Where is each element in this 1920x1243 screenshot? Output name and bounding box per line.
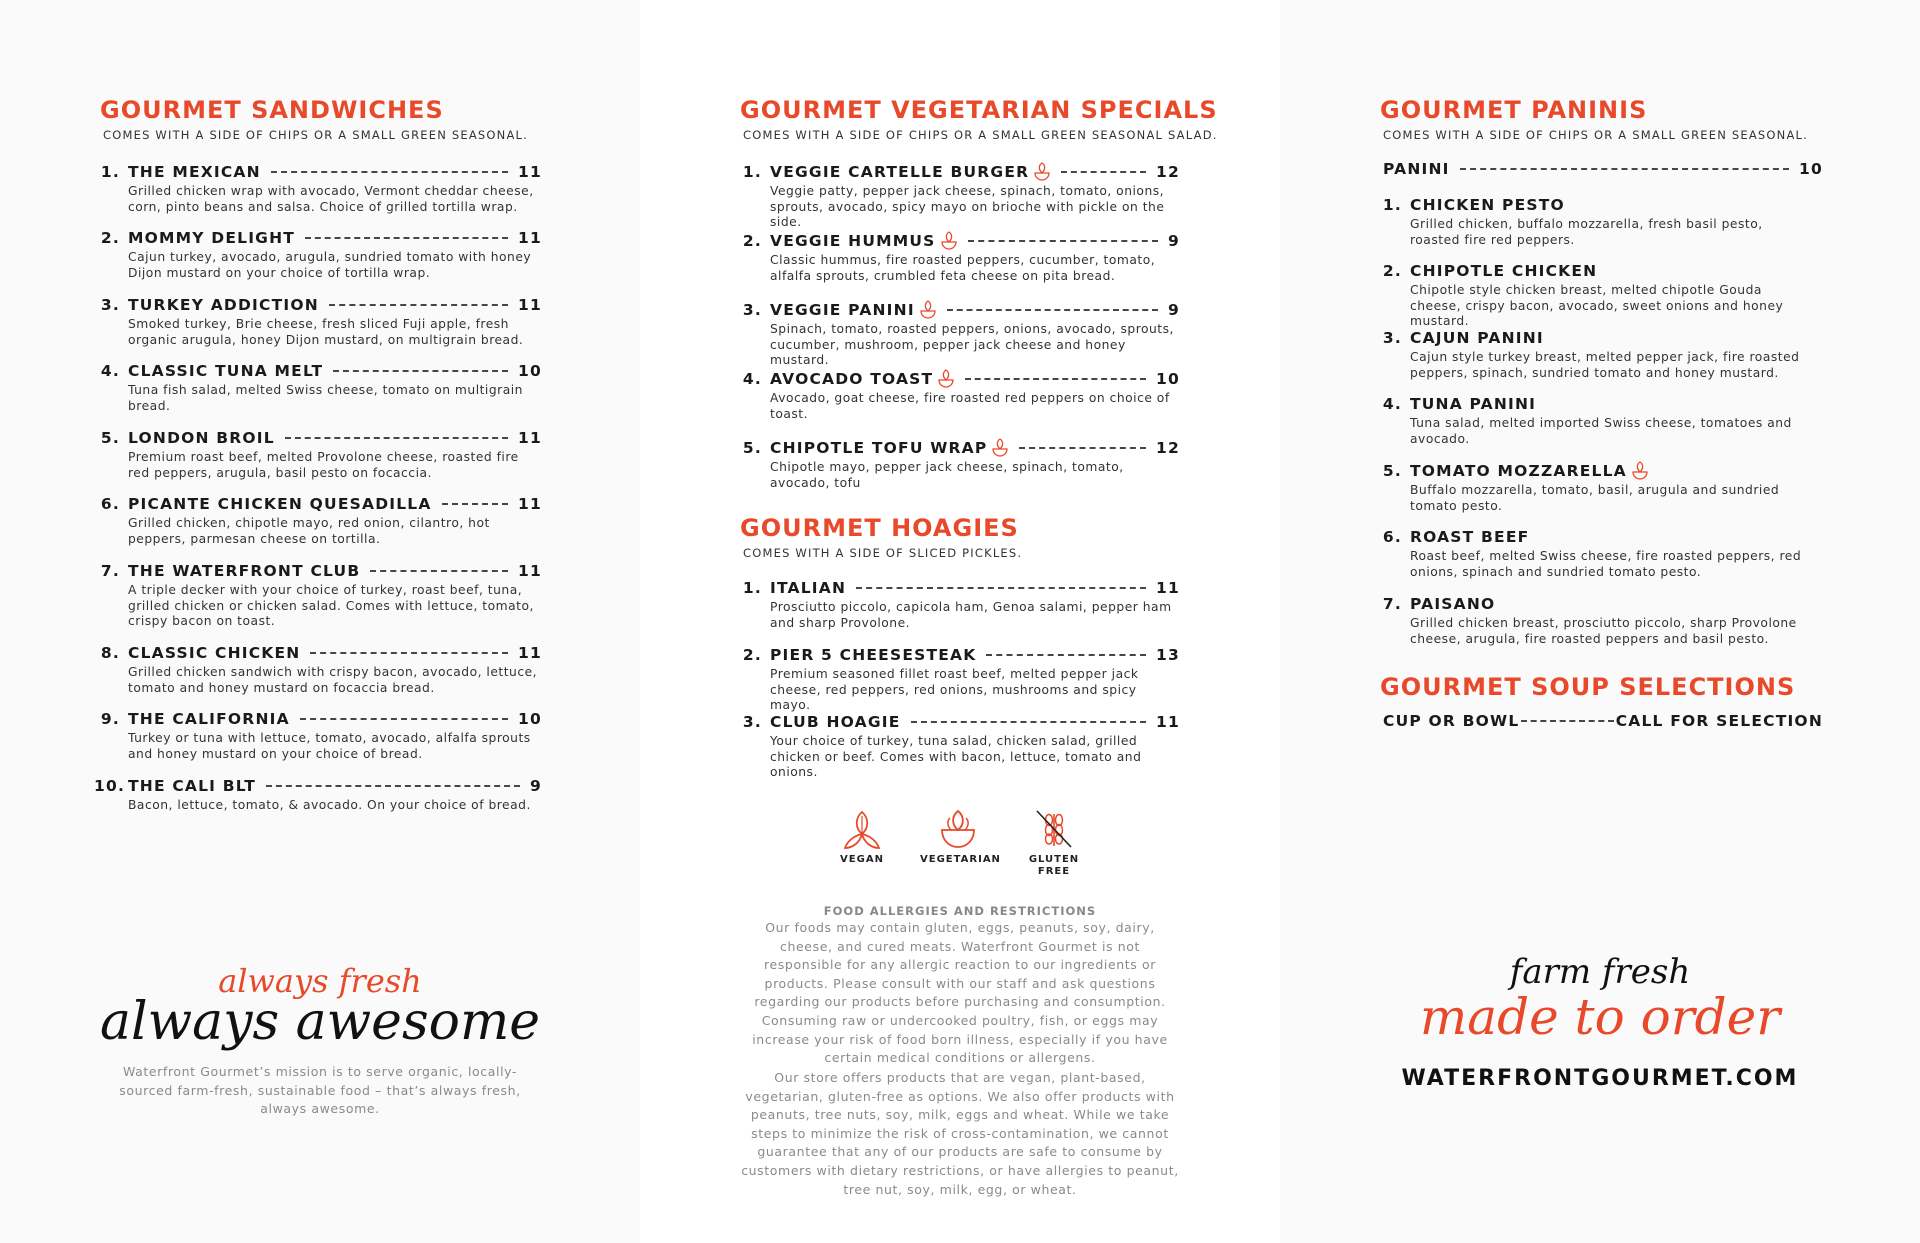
- right-panel: [1280, 0, 1920, 1243]
- item-name: ROAST BEEF: [1410, 528, 1530, 546]
- item-name: CLASSIC CHICKEN: [128, 644, 301, 662]
- item-name: THE WATERFRONT CLUB: [128, 562, 361, 580]
- item-price: 12: [1156, 163, 1180, 181]
- item-desc: Premium seasoned fillet roast beef, melted pepper jack cheese, red peppers, red onions, mushrooms and spicy mayo.: [770, 667, 1139, 712]
- item-name: CHIPOTLE CHICKEN: [1410, 262, 1598, 280]
- list-item: 7. THE WATERFRONT CLUB 11 A triple decker with your choice of turkey, roast beef, tuna, grilled chicken or chicken salad. Comes with lettuce, tomato, crispy bacon on toast.: [100, 562, 542, 628]
- item-name: CLUB HOAGIE: [770, 713, 901, 731]
- item-desc: Buffalo mozzarella, tomato, basil, arugula and sundried tomato pesto.: [1410, 483, 1780, 513]
- item-name: TOMATO MOZZARELLA: [1410, 462, 1627, 480]
- list-item: 2. VEGGIE HUMMUS 9 Classic hummus, fire roasted peppers, cucumber, tomato, alfalfa sprouts, crumbled feta cheese on pita bread.: [742, 232, 1180, 283]
- item-price: 10: [1156, 370, 1180, 388]
- item-desc: Chipotle mayo, pepper jack cheese, spinach, tomato, avocado, tofu: [770, 460, 1124, 490]
- soup-value: CALL FOR SELECTION: [1615, 712, 1823, 730]
- item-desc: Smoked turkey, Brie cheese, fresh sliced Fuji apple, fresh organic arugula, honey Dijon mustard, on multigrain bread.: [128, 317, 524, 347]
- list-item: 9. THE CALIFORNIA 10 Turkey or tuna with lettuce, tomato, avocado, alfalfa sprouts and honey mustard on your choice of bread.: [100, 710, 542, 761]
- item-desc: Bacon, lettuce, tomato, & avocado. On your choice of bread.: [128, 798, 531, 812]
- soup-title: GOURMET SOUP SELECTIONS: [1380, 673, 1796, 701]
- vegetarian-icon: [1631, 461, 1649, 481]
- item-desc: Tuna salad, melted imported Swiss cheese, tomatoes and avocado.: [1410, 416, 1792, 446]
- item-desc: Spinach, tomato, roasted peppers, onions, avocado, sprouts, cucumber, mushroom, pepper jack cheese and honey mustard.: [770, 322, 1174, 367]
- item-name: PAISANO: [1410, 595, 1496, 613]
- list-item: 2. PIER 5 CHEESESTEAK 13 Premium seasoned fillet roast beef, melted pepper jack cheese, red peppers, red onions, mushrooms and spicy mayo.: [742, 646, 1180, 712]
- list-item: 6. PICANTE CHICKEN QUESADILLA 11 Grilled chicken, chipotle mayo, red onion, cilantro, hot peppers, parmesan cheese on tortilla.: [100, 495, 542, 546]
- vegetarian-icon: [991, 438, 1009, 458]
- paninis-title: GOURMET PANINIS: [1380, 96, 1648, 124]
- item-desc: Your choice of turkey, tuna salad, chicken salad, grilled chicken or beef. Comes with bacon, lettuce, tomato and onions.: [770, 734, 1142, 779]
- item-desc: Roast beef, melted Swiss cheese, fire roasted peppers, red onions, spinach and sundried tomato pesto.: [1410, 549, 1802, 579]
- list-item: 10. THE CALI BLT 9 Bacon, lettuce, tomato, & avocado. On your choice of bread.: [94, 777, 542, 812]
- website-link[interactable]: WATERFRONTGOURMET.COM: [1401, 1066, 1799, 1091]
- soup-row: [1383, 712, 1823, 730]
- list-item: 8. CLASSIC CHICKEN 11 Grilled chicken sandwich with crispy bacon, avocado, lettuce, tomato and honey mustard on focaccia bread.: [100, 644, 542, 695]
- list-item: 5. LONDON BROIL 11 Premium roast beef, melted Provolone cheese, roasted fire red peppers, arugula, basil pesto on focaccia.: [100, 429, 542, 480]
- item-desc: Premium roast beef, melted Provolone cheese, roasted fire red peppers, arugula, basil pesto on focaccia.: [128, 450, 519, 480]
- item-name: ITALIAN: [770, 579, 847, 597]
- item-price: 12: [1156, 439, 1180, 457]
- item-name: THE CALIFORNIA: [128, 710, 290, 728]
- paninis-subtitle: COMES WITH A SIDE OF CHIPS OR A SMALL GREEN SEASONAL.: [1383, 128, 1808, 142]
- list-item: 2. CHIPOTLE CHICKEN Chipotle style chicken breast, melted chipotle Gouda cheese, crispy bacon, avocado, sweet onions and honey mustard.: [1376, 261, 1816, 328]
- legend-vegetarian: VEGETARIAN: [920, 808, 996, 878]
- sandwiches-title: GOURMET SANDWICHES: [100, 96, 444, 124]
- item-price: 10: [518, 362, 542, 380]
- item-name: PICANTE CHICKEN QUESADILLA: [128, 495, 432, 513]
- vegetarian-title: GOURMET VEGETARIAN SPECIALS: [740, 96, 1218, 124]
- allergies-title: FOOD ALLERGIES AND RESTRICTIONS: [823, 904, 1097, 918]
- script-made-to-order: made to order: [1419, 988, 1781, 1046]
- item-price: 11: [1156, 713, 1180, 731]
- list-item: 2. MOMMY DELIGHT 11 Cajun turkey, avocado, arugula, sundried tomato with honey Dijon mustard on your choice of tortilla wrap.: [100, 229, 542, 280]
- item-name: CHIPOTLE TOFU WRAP: [770, 439, 988, 457]
- list-item: 4. CLASSIC TUNA MELT 10 Tuna fish salad, melted Swiss cheese, tomato on multigrain bread.: [100, 362, 542, 413]
- item-desc: A triple decker with your choice of turkey, roast beef, tuna, grilled chicken or chicken salad. Comes with lettuce, tomato, crispy bacon on toast.: [128, 583, 534, 628]
- script-always-fresh: always fresh: [218, 962, 422, 1000]
- hoagies-list: [736, 578, 1180, 779]
- legend-vegan: VEGAN: [824, 808, 900, 878]
- item-name: TUNA PANINI: [1410, 395, 1537, 413]
- item-price: 9: [1168, 301, 1180, 319]
- list-item: 3. CAJUN PANINI Cajun style turkey breast, melted pepper jack, fire roasted peppers, spinach, sundried tomato and honey mustard.: [1376, 328, 1816, 394]
- left-panel: [0, 0, 640, 1243]
- vegetarian-icon: [935, 808, 981, 850]
- item-name: THE CALI BLT: [128, 777, 257, 795]
- item-name: MOMMY DELIGHT: [128, 229, 296, 247]
- list-item: 6. ROAST BEEF Roast beef, melted Swiss cheese, fire roasted peppers, red onions, spinach and sundried tomato pesto.: [1376, 527, 1816, 594]
- soup-label: CUP OR BOWL: [1383, 712, 1520, 730]
- item-desc: Cajun turkey, avocado, arugula, sundried tomato with honey Dijon mustard on your choice of tortilla wrap.: [128, 250, 532, 280]
- item-name: PIER 5 CHEESESTEAK: [770, 646, 977, 664]
- item-price: 11: [1156, 579, 1180, 597]
- item-price: 9: [530, 777, 542, 795]
- list-item: 1. THE MEXICAN 11 Grilled chicken wrap with avocado, Vermont cheddar cheese, corn, pinto beans and salsa. Choice of grilled tortilla wrap.: [100, 163, 542, 214]
- list-item: 4. AVOCADO TOAST 10 Avocado, goat cheese, fire roasted red peppers on choice of toast.: [742, 370, 1180, 421]
- script-farm-fresh: farm fresh: [1509, 952, 1691, 992]
- allergies-paragraph-2: Our store offers products that are vegan, plant-based, vegetarian, gluten-free as options. We also offer products with peanuts, tree nuts, soy, milk, eggs and wheat. While we take steps to minimize the risk of cross-contamination, we cannot guarantee that any of our products are safe to consume by customers with dietary restrictions, or have allergies to peanut, tree nut, soy, milk, egg, or wheat.: [741, 1070, 1179, 1197]
- item-price: 11: [518, 429, 542, 447]
- item-price: 11: [518, 163, 542, 181]
- item-desc: Grilled chicken, buffalo mozzarella, fresh basil pesto, roasted fire red peppers.: [1410, 217, 1763, 247]
- script-always-awesome: always awesome: [99, 992, 541, 1052]
- paninis-list: [1376, 195, 1816, 660]
- panini-label: PANINI: [1383, 160, 1450, 178]
- item-desc: Prosciutto piccolo, capicola ham, Genoa salami, pepper ham and sharp Provolone.: [770, 600, 1172, 630]
- item-name: TURKEY ADDICTION: [128, 296, 319, 314]
- list-item: 1. VEGGIE CARTELLE BURGER 12 Veggie patty, pepper jack cheese, spinach, tomato, onions, sprouts, avocado, spicy mayo on brioche with pickle on the side.: [742, 163, 1180, 229]
- item-name: CLASSIC TUNA MELT: [128, 362, 324, 380]
- item-desc: Grilled chicken wrap with avocado, Vermont cheddar cheese, corn, pinto beans and salsa. Choice of grilled tortilla wrap.: [128, 184, 534, 214]
- gluten-free-icon: [1031, 808, 1077, 850]
- item-desc: Grilled chicken sandwich with crispy bacon, avocado, lettuce, tomato and honey mustard on focaccia bread.: [128, 665, 538, 695]
- hoagies-subtitle: COMES WITH A SIDE OF SLICED PICKLES.: [743, 546, 1023, 560]
- list-item: 5. CHIPOTLE TOFU WRAP 12 Chipotle mayo, pepper jack cheese, spinach, tomato, avocado, tofu: [742, 439, 1180, 490]
- middle-panel: [640, 0, 1280, 1243]
- hoagies-title: GOURMET HOAGIES: [740, 514, 1019, 542]
- list-item: 4. TUNA PANINI Tuna salad, melted imported Swiss cheese, tomatoes and avocado.: [1376, 394, 1816, 461]
- item-name: CAJUN PANINI: [1410, 329, 1544, 347]
- list-item: 3. CLUB HOAGIE 11 Your choice of turkey, tuna salad, chicken salad, grilled chicken or beef. Comes with bacon, lettuce, tomato and onions.: [742, 713, 1180, 779]
- list-item: 1. CHICKEN PESTO Grilled chicken, buffalo mozzarella, fresh basil pesto, roasted fire red peppers.: [1376, 195, 1816, 261]
- vegetarian-list: [736, 162, 1180, 498]
- list-item: 3. TURKEY ADDICTION 11 Smoked turkey, Brie cheese, fresh sliced Fuji apple, fresh organic arugula, honey Dijon mustard, on multigrain bread.: [100, 296, 542, 347]
- item-desc: Grilled chicken, chipotle mayo, red onion, cilantro, hot peppers, parmesan cheese on tortilla.: [128, 516, 490, 546]
- item-name: CHICKEN PESTO: [1410, 196, 1565, 214]
- list-item: 5. TOMATO MOZZARELLA Buffalo mozzarella, tomato, basil, arugula and sundried tomato pesto.: [1376, 461, 1816, 527]
- item-name: VEGGIE HUMMUS: [770, 232, 936, 250]
- sandwiches-subtitle: COMES WITH A SIDE OF CHIPS OR A SMALL GREEN SEASONAL.: [103, 128, 528, 142]
- item-price: 11: [518, 495, 542, 513]
- item-price: 10: [518, 710, 542, 728]
- item-desc: Veggie patty, pepper jack cheese, spinach, tomato, onions, sprouts, avocado, spicy mayo on brioche with pickle on the side.: [770, 184, 1165, 229]
- item-name: VEGGIE PANINI: [770, 301, 915, 319]
- item-desc: Turkey or tuna with lettuce, tomato, avocado, alfalfa sprouts and honey mustard on your choice of bread.: [128, 731, 531, 761]
- item-price: 13: [1156, 646, 1180, 664]
- item-desc: Classic hummus, fire roasted peppers, cucumber, tomato, alfalfa sprouts, crumbled feta cheese on pita bread.: [770, 253, 1156, 283]
- item-desc: Grilled chicken breast, prosciutto piccolo, sharp Provolone cheese, arugula, fire roasted peppers and basil pesto.: [1410, 616, 1797, 646]
- mission-statement: Waterfront Gourmet’s mission is to serve organic, locally-sourced farm-fresh, sustainable food – that’s always fresh, always awesome.: [119, 1064, 521, 1117]
- vegetarian-icon: [919, 300, 937, 320]
- panini-price-row: [1383, 160, 1823, 178]
- item-price: 9: [1168, 232, 1180, 250]
- panini-price: 10: [1799, 160, 1823, 178]
- item-price: 11: [518, 562, 542, 580]
- list-item: 3. VEGGIE PANINI 9 Spinach, tomato, roasted peppers, onions, avocado, sprouts, cucumber, mushroom, pepper jack cheese and honey mustard.: [742, 301, 1180, 367]
- list-item: 7. PAISANO Grilled chicken breast, prosciutto piccolo, sharp Provolone cheese, arugula, fire roasted peppers and basil pesto.: [1376, 594, 1816, 660]
- item-desc: Tuna fish salad, melted Swiss cheese, tomato on multigrain bread.: [128, 383, 523, 413]
- list-item: 1. ITALIAN 11 Prosciutto piccolo, capicola ham, Genoa salami, pepper ham and sharp Provolone.: [742, 579, 1180, 630]
- item-desc: Chipotle style chicken breast, melted chipotle Gouda cheese, crispy bacon, avocado, sweet onions and honey mustard.: [1410, 283, 1784, 328]
- item-price: 11: [518, 644, 542, 662]
- item-name: VEGGIE CARTELLE BURGER: [770, 163, 1030, 181]
- vegan-icon: [839, 808, 885, 850]
- allergies-paragraph-1: Our foods may contain gluten, eggs, peanuts, soy, dairy, cheese, and cured meats. Waterfront Gourmet is not responsible for any allergic reaction to our ingredients or products. Please consult with our staff and ask questions regarding our products before purchasing and consumption. Consuming raw or undercooked poultry, fish, or eggs may increase your risk of food born illness, especially if you have certain medical conditions or allergens.: [752, 920, 1168, 1066]
- sandwiches-list: [94, 162, 542, 816]
- item-name: THE MEXICAN: [128, 163, 261, 181]
- item-desc: Avocado, goat cheese, fire roasted red peppers on choice of toast.: [770, 391, 1170, 421]
- vegetarian-icon: [940, 231, 958, 251]
- vegetarian-icon: [937, 369, 955, 389]
- legend-gluten-free: GLUTEN FREE: [1016, 808, 1092, 878]
- item-name: AVOCADO TOAST: [770, 370, 934, 388]
- item-price: 11: [518, 296, 542, 314]
- vegetarian-subtitle: COMES WITH A SIDE OF CHIPS OR A SMALL GREEN SEASONAL SALAD.: [743, 128, 1218, 142]
- vegetarian-icon: [1033, 162, 1051, 182]
- item-desc: Cajun style turkey breast, melted pepper jack, fire roasted peppers, spinach, sundried tomato and honey mustard.: [1410, 350, 1800, 380]
- dietary-legend: [824, 808, 1092, 878]
- item-price: 11: [518, 229, 542, 247]
- item-name: LONDON BROIL: [128, 429, 275, 447]
